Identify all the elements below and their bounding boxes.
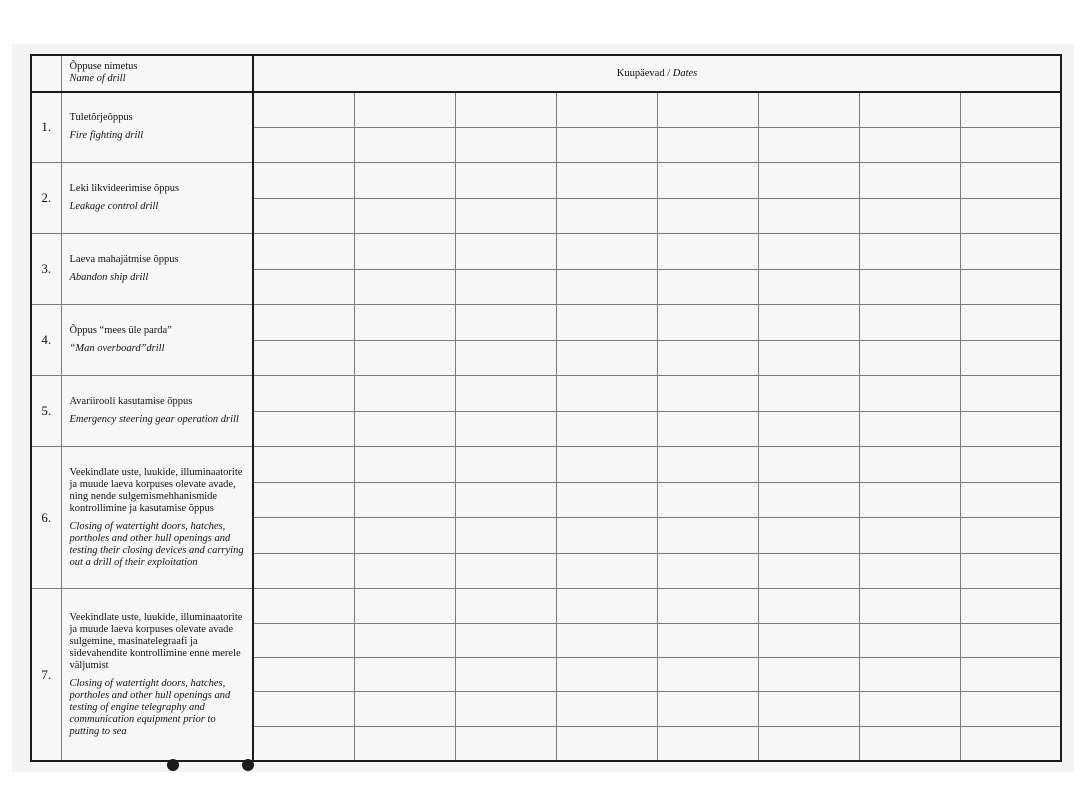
date-entry-cell[interactable] [859, 411, 960, 447]
date-entry-cell[interactable] [758, 692, 859, 726]
date-entry-cell[interactable] [455, 305, 556, 341]
date-entry-cell[interactable] [455, 198, 556, 234]
date-entry-cell[interactable] [960, 553, 1061, 589]
date-entry-cell[interactable] [253, 589, 354, 623]
date-entry-cell[interactable] [758, 92, 859, 128]
date-entry-cell[interactable] [455, 447, 556, 483]
date-entry-cell[interactable] [556, 376, 657, 412]
date-entry-cell[interactable] [758, 340, 859, 376]
binding-hole [167, 759, 179, 771]
drill-row [31, 163, 1061, 199]
date-entry-cell[interactable] [556, 269, 657, 305]
drill-name-en: “Man overboard”drill [69, 343, 165, 355]
date-entry-cell[interactable] [455, 376, 556, 412]
date-entry-cell[interactable] [960, 692, 1061, 726]
date-entry-cell[interactable] [657, 376, 758, 412]
date-entry-cell[interactable] [859, 269, 960, 305]
date-entry-cell[interactable] [253, 553, 354, 589]
drill-row [31, 305, 1061, 341]
date-entry-cell[interactable] [556, 589, 657, 623]
date-entry-cell[interactable] [960, 340, 1061, 376]
date-entry-cell[interactable] [354, 553, 455, 589]
date-entry-cell[interactable] [556, 447, 657, 483]
date-entry-cell[interactable] [556, 518, 657, 554]
date-entry-cell[interactable] [354, 657, 455, 691]
drill-number: 3. [31, 234, 61, 305]
date-entry-cell[interactable] [354, 127, 455, 163]
date-entry-cell[interactable] [455, 623, 556, 657]
date-entry-cell[interactable] [960, 305, 1061, 341]
date-entry-cell[interactable] [960, 198, 1061, 234]
drill-name-en: Emergency steering gear operation drill [69, 414, 239, 426]
drill-row [31, 92, 1061, 128]
drill-name-en: Abandon ship drill [69, 272, 149, 284]
date-entry-cell[interactable] [253, 198, 354, 234]
date-entry-cell[interactable] [657, 163, 758, 199]
date-entry-cell[interactable] [859, 447, 960, 483]
date-entry-cell[interactable] [657, 553, 758, 589]
date-entry-cell[interactable] [758, 198, 859, 234]
date-entry-cell[interactable] [253, 411, 354, 447]
header-dates-cell [253, 55, 1061, 92]
date-entry-cell[interactable] [253, 234, 354, 270]
date-entry-cell[interactable] [758, 482, 859, 518]
date-entry-cell[interactable] [455, 127, 556, 163]
date-entry-cell[interactable] [657, 482, 758, 518]
drill-row [31, 376, 1061, 412]
date-entry-cell[interactable] [455, 553, 556, 589]
drill-number: 7. [31, 589, 61, 761]
date-entry-cell[interactable] [960, 234, 1061, 270]
drill-name-cell [61, 234, 253, 305]
date-entry-cell[interactable] [960, 376, 1061, 412]
date-entry-cell[interactable] [657, 518, 758, 554]
date-entry-cell[interactable] [253, 726, 354, 761]
date-entry-cell[interactable] [253, 692, 354, 726]
date-entry-cell[interactable] [758, 553, 859, 589]
drill-name-et: Laeva mahajätmise õppus [69, 254, 179, 266]
binding-hole [242, 759, 254, 771]
drill-name-en: Closing of watertight doors, hatches, portholes and other hull openings and testing their closing devices and carrying out a drill of their exploitation [69, 520, 244, 568]
header-dates-en: Dates [672, 67, 698, 79]
date-entry-cell[interactable] [960, 269, 1061, 305]
date-entry-cell[interactable] [758, 657, 859, 691]
date-entry-cell[interactable] [253, 127, 354, 163]
date-entry-cell[interactable] [758, 518, 859, 554]
date-entry-cell[interactable] [960, 657, 1061, 691]
drill-row [31, 447, 1061, 483]
date-entry-cell[interactable] [859, 198, 960, 234]
date-entry-cell[interactable] [960, 518, 1061, 554]
date-entry-cell[interactable] [960, 447, 1061, 483]
date-entry-cell[interactable] [657, 692, 758, 726]
date-entry-cell[interactable] [859, 305, 960, 341]
date-entry-cell[interactable] [354, 482, 455, 518]
date-entry-cell[interactable] [354, 269, 455, 305]
date-entry-cell[interactable] [859, 482, 960, 518]
date-entry-cell[interactable] [758, 447, 859, 483]
drill-name-cell [61, 376, 253, 447]
drill-name-et: Veekindlate uste, luukide, illuminaatorite ja muude laeva korpuses olevate avade, ning nende sulgemismehhanismide kontrollimine ja kasutamise õppus [69, 466, 243, 514]
date-entry-cell[interactable] [657, 726, 758, 761]
header-name-cell [61, 55, 253, 92]
drill-number: 1. [31, 92, 61, 163]
date-entry-cell[interactable] [960, 589, 1061, 623]
drill-log-table [30, 54, 1062, 762]
drill-name-et: Veekindlate uste, luukide, illuminaatorite ja muude laeva korpuses olevate avade sulgemine, masinatelegraafi ja sidevahendite kontrollimine enne merele väljumist [69, 611, 243, 671]
date-entry-cell[interactable] [253, 340, 354, 376]
date-entry-cell[interactable] [354, 623, 455, 657]
date-entry-cell[interactable] [758, 305, 859, 341]
date-entry-cell[interactable] [960, 482, 1061, 518]
date-entry-cell[interactable] [253, 482, 354, 518]
date-entry-cell[interactable] [556, 198, 657, 234]
date-entry-cell[interactable] [657, 92, 758, 128]
date-entry-cell[interactable] [657, 447, 758, 483]
date-entry-cell[interactable] [859, 589, 960, 623]
date-entry-cell[interactable] [354, 589, 455, 623]
date-entry-cell[interactable] [758, 623, 859, 657]
date-entry-cell[interactable] [556, 163, 657, 199]
date-entry-cell[interactable] [556, 411, 657, 447]
date-entry-cell[interactable] [758, 163, 859, 199]
date-entry-cell[interactable] [455, 411, 556, 447]
date-entry-cell[interactable] [354, 447, 455, 483]
drill-number: 5. [31, 376, 61, 447]
date-entry-cell[interactable] [556, 692, 657, 726]
date-entry-cell[interactable] [354, 518, 455, 554]
drill-name-cell [61, 447, 253, 589]
date-entry-cell[interactable] [758, 269, 859, 305]
drill-number: 2. [31, 163, 61, 234]
date-entry-cell[interactable] [657, 411, 758, 447]
drill-name-et: Tuletõrjeõppus [69, 112, 133, 124]
date-entry-cell[interactable] [455, 726, 556, 761]
header-dates-et: Kuupäevad / [616, 67, 673, 79]
date-entry-cell[interactable] [657, 198, 758, 234]
drill-name-cell [61, 163, 253, 234]
date-entry-cell[interactable] [657, 340, 758, 376]
date-entry-cell[interactable] [455, 163, 556, 199]
drill-number: 6. [31, 447, 61, 589]
date-entry-cell[interactable] [758, 726, 859, 761]
date-entry-cell[interactable] [556, 482, 657, 518]
date-entry-cell[interactable] [960, 623, 1061, 657]
date-entry-cell[interactable] [455, 692, 556, 726]
date-entry-cell[interactable] [253, 92, 354, 128]
drill-name-en: Fire fighting drill [69, 130, 144, 142]
date-entry-cell[interactable] [556, 553, 657, 589]
date-entry-cell[interactable] [657, 589, 758, 623]
date-entry-cell[interactable] [657, 127, 758, 163]
date-entry-cell[interactable] [657, 234, 758, 270]
header-name-et: Õppuse nimetus [69, 61, 138, 73]
date-entry-cell[interactable] [859, 692, 960, 726]
date-entry-cell[interactable] [859, 518, 960, 554]
header-row [31, 55, 1061, 92]
date-entry-cell[interactable] [657, 269, 758, 305]
drill-name-et: Õppus “mees üle parda” [69, 325, 172, 337]
date-entry-cell[interactable] [455, 482, 556, 518]
date-entry-cell[interactable] [859, 726, 960, 761]
date-entry-cell[interactable] [859, 553, 960, 589]
date-entry-cell[interactable] [253, 163, 354, 199]
date-entry-cell[interactable] [859, 340, 960, 376]
date-entry-cell[interactable] [758, 411, 859, 447]
date-entry-cell[interactable] [758, 589, 859, 623]
drill-name-et: Leki likvideerimise õppus [69, 183, 180, 195]
date-entry-cell[interactable] [657, 305, 758, 341]
date-entry-cell[interactable] [859, 657, 960, 691]
date-entry-cell[interactable] [960, 726, 1061, 761]
date-entry-cell[interactable] [354, 692, 455, 726]
date-entry-cell[interactable] [859, 127, 960, 163]
date-entry-cell[interactable] [859, 234, 960, 270]
drill-name-cell [61, 589, 253, 761]
date-entry-cell[interactable] [960, 127, 1061, 163]
date-entry-cell[interactable] [253, 305, 354, 341]
drill-name-et: Avariirooli kasutamise õppus [69, 396, 193, 408]
date-entry-cell[interactable] [960, 92, 1061, 128]
date-entry-cell[interactable] [455, 589, 556, 623]
date-entry-cell[interactable] [556, 305, 657, 341]
date-entry-cell[interactable] [455, 234, 556, 270]
date-entry-cell[interactable] [758, 234, 859, 270]
drill-name-cell [61, 92, 253, 163]
header-name-en: Name of drill [69, 73, 126, 85]
date-entry-cell[interactable] [253, 657, 354, 691]
date-entry-cell[interactable] [556, 657, 657, 691]
date-entry-cell[interactable] [859, 623, 960, 657]
date-entry-cell[interactable] [960, 163, 1061, 199]
date-entry-cell[interactable] [758, 376, 859, 412]
date-entry-cell[interactable] [960, 411, 1061, 447]
date-entry-cell[interactable] [354, 726, 455, 761]
date-entry-cell[interactable] [253, 447, 354, 483]
date-entry-cell[interactable] [859, 376, 960, 412]
date-entry-cell[interactable] [354, 198, 455, 234]
date-entry-cell[interactable] [354, 234, 455, 270]
date-entry-cell[interactable] [556, 92, 657, 128]
date-entry-cell[interactable] [758, 127, 859, 163]
date-entry-cell[interactable] [455, 518, 556, 554]
date-entry-cell[interactable] [455, 92, 556, 128]
date-entry-cell[interactable] [556, 340, 657, 376]
date-entry-cell[interactable] [253, 518, 354, 554]
date-entry-cell[interactable] [253, 269, 354, 305]
date-entry-cell[interactable] [354, 92, 455, 128]
date-entry-cell[interactable] [859, 92, 960, 128]
date-entry-cell[interactable] [354, 376, 455, 412]
drill-name-cell [61, 305, 253, 376]
drill-name-en: Leakage control drill [69, 201, 159, 213]
date-entry-cell[interactable] [253, 376, 354, 412]
header-number-cell [31, 55, 61, 92]
date-entry-cell[interactable] [556, 234, 657, 270]
drill-name-en: Closing of watertight doors, hatches, portholes and other hull openings and testing of engine telegraphy and communication equipment prior to putting to sea [69, 677, 231, 737]
date-entry-cell[interactable] [556, 623, 657, 657]
date-entry-cell[interactable] [354, 305, 455, 341]
date-entry-cell[interactable] [354, 411, 455, 447]
date-entry-cell[interactable] [657, 623, 758, 657]
drill-row [31, 234, 1061, 270]
date-entry-cell[interactable] [657, 657, 758, 691]
date-entry-cell[interactable] [455, 269, 556, 305]
date-entry-cell[interactable] [455, 340, 556, 376]
date-entry-cell[interactable] [455, 657, 556, 691]
date-entry-cell[interactable] [253, 623, 354, 657]
date-entry-cell[interactable] [354, 340, 455, 376]
date-entry-cell[interactable] [859, 163, 960, 199]
date-entry-cell[interactable] [556, 127, 657, 163]
date-entry-cell[interactable] [354, 163, 455, 199]
drill-number: 4. [31, 305, 61, 376]
drill-row [31, 589, 1061, 623]
date-entry-cell[interactable] [556, 726, 657, 761]
